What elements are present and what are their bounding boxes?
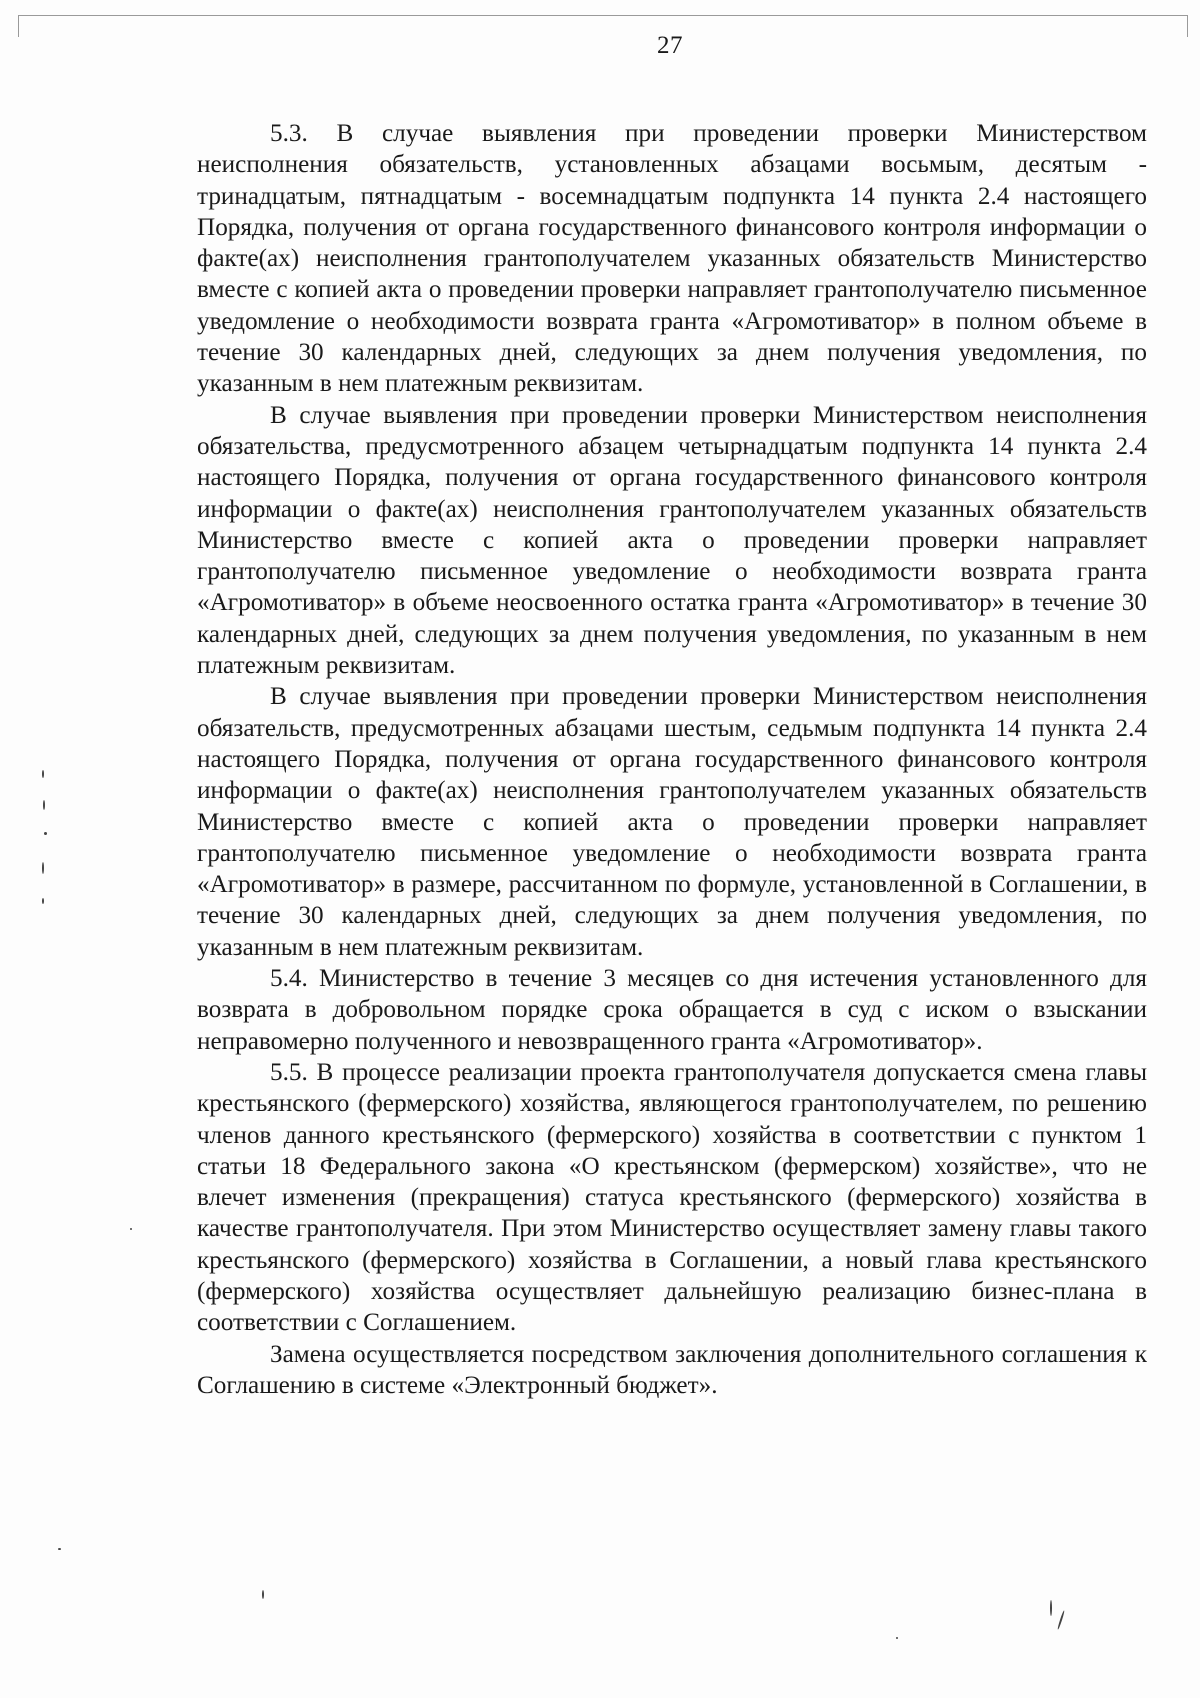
page-number: 27: [657, 32, 683, 59]
scan-speck: [42, 898, 44, 904]
scan-speck: [58, 1548, 61, 1550]
paragraph-5-5-second: Замена осуществляется посредством заключения дополнительного соглашения к Соглашению в системе «Электронный бюджет».: [197, 1340, 1147, 1399]
scan-speck: [1050, 1600, 1052, 1616]
document-body: [197, 118, 1147, 1401]
scan-speck: [44, 832, 47, 835]
scan-speck: [42, 862, 44, 874]
paragraph-5-3: 5.3. В случае выявления при проведении проверки Министерством неисполнения обязательств, установленных абзацами восьмым, десятым - тринадцатым, пятнадцатым - восемнадцатым подпункта 14 пункта 2.4 настоящего Порядка, получения от органа государственного финансового контроля информации о факте(ах) неисполнения грантополучателем указанных обязательств Министерство вместе с копией акта о проведении проверки направляет грантополучателю письменное уведомление о необходимости возврата гранта «Агромотиватор» в полном объеме в течение 30 календарных дней, следующих за днем получения уведомления, по указанным в нем платежным реквизитам.: [197, 120, 1147, 398]
paragraph-5-3-third: В случае выявления при проведении проверки Министерством неисполнения обязательств, предусмотренных абзацами шестым, седьмым подпункта 14 пункта 2.4 настоящего Порядка, получения от органа государственного финансового контроля информации о факте(ах) неисполнения грантополучателем указанных обязательств Министерство вместе с копией акта о проведении проверки направляет грантополучателю письменное уведомление о необходимости возврата гранта «Агромотиватор» в размере, рассчитанном по формуле, установленной в Соглашении, в течение 30 календарных дней, следующих за днем получения уведомления, по указанным в нем платежным реквизитам.: [197, 683, 1147, 961]
paragraph-5-4: 5.4. Министерство в течение 3 месяцев со дня истечения установленного для возврата в добровольном порядке срока обращается в суд с иском о взыскании неправомерно полученного и невозвращенного гранта «Агромотиватор».: [197, 965, 1147, 1055]
scan-speck: [1057, 1610, 1065, 1630]
paragraph-5-5: 5.5. В процессе реализации проекта грантополучателя допускается смена главы крестьянского (фермерского) хозяйства, являющегося грантополучателем, по решению членов данного крестьянского (фермерского) хозяйства в соответствии с пунктом 1 статьи 18 Федерального закона «О крестьянском (фермерском) хозяйстве», что не влечет изменения (прекращения) статуса крестьянского (фермерского) хозяйства в качестве грантополучателя. При этом Министерство осуществляет замену главы такого крестьянского (фермерского) хозяйства в Соглашении, а новый глава крестьянского (фермерского) хозяйства осуществляет дальнейшую реализацию бизнес-плана в соответствии с Соглашением.: [197, 1058, 1147, 1337]
scan-speck: [262, 1590, 264, 1599]
scan-speck: [42, 770, 44, 778]
scan-speck: [43, 800, 45, 810]
paragraph-5-3-second: В случае выявления при проведении проверки Министерством неисполнения обязательства, предусмотренного абзацем четырнадцатым подпункта 14 пункта 2.4 настоящего Порядка, получения от органа государственного финансового контроля информации о факте(ах) неисполнения грантополучателем указанных обязательств Министерство вместе с копией акта о проведении проверки направляет грантополучателю письменное уведомление о необходимости возврата гранта «Агромотиватор» в объеме неосвоенного остатка гранта «Агромотиватор» в течение 30 календарных дней, следующих за днем получения уведомления, по указанным в нем платежным реквизитам.: [197, 401, 1147, 680]
scan-speck: [896, 1637, 898, 1639]
scan-speck: [130, 1228, 132, 1230]
scan-border-top: [18, 15, 1188, 16]
